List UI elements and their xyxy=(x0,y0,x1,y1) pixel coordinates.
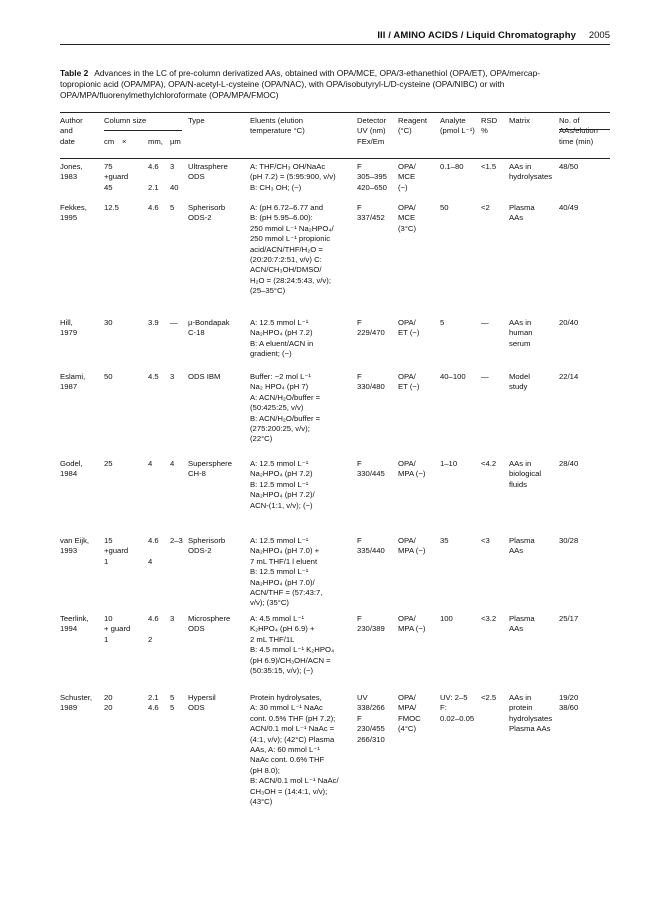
cell-author: 1989 xyxy=(60,703,78,713)
cell-eluents: cont. 0.5% THF (pH 7.2); xyxy=(250,713,336,723)
cell-no: 20/40 xyxy=(559,318,579,327)
header-no-of-aas: No. of xyxy=(559,116,580,125)
header-column-size: Column size xyxy=(104,116,147,125)
header-detector: UV (nm) xyxy=(357,126,386,136)
cell-type: Spherisorb xyxy=(188,203,226,212)
header-cm: cm xyxy=(104,136,115,146)
cell-author: Jones, xyxy=(60,162,83,171)
cell-matrix: Plasma xyxy=(509,614,535,623)
cell-um: 5 xyxy=(170,693,175,702)
cell-matrix: AAs in xyxy=(509,459,532,468)
cell-detector: F xyxy=(357,713,362,723)
cell-detector: 230/389 xyxy=(357,624,385,634)
cell-eluents: gradient; (−) xyxy=(250,349,292,359)
cell-rsd: <1.5 xyxy=(481,162,497,171)
cell-matrix: AAs xyxy=(509,546,524,556)
cell-cm: +guard xyxy=(104,546,129,556)
cell-eluents: Na₂HPO₄ (pH 7.2) xyxy=(250,328,313,338)
cell-mm: 2.1 xyxy=(148,693,159,702)
cell-eluents: B: A eluent/ACN in xyxy=(250,338,314,348)
cell-matrix: Model xyxy=(509,372,530,381)
cell-mm: 4.6 xyxy=(148,614,159,623)
cell-eluents: acid/ACN/THF/H₂O = xyxy=(250,244,323,254)
cell-matrix: AAs xyxy=(509,624,524,634)
cell-analyte: 0.1–80 xyxy=(440,162,464,171)
cell-rsd: <3 xyxy=(481,536,490,545)
cell-eluents: Buffer: ~2 mol L⁻¹ xyxy=(250,372,311,381)
cell-type: CH-8 xyxy=(188,469,206,479)
cell-detector: F xyxy=(357,372,362,381)
header-times: × xyxy=(122,136,127,146)
cell-author: van Eijk, xyxy=(60,536,90,545)
cell-cm: 15 xyxy=(104,536,113,545)
cell-author: Schuster, xyxy=(60,693,93,702)
cell-cm: + guard xyxy=(104,624,131,634)
cell-author: 1995 xyxy=(60,213,78,223)
cell-reagent: ET (−) xyxy=(398,382,420,392)
cell-eluents: ACN/0.1 mol L⁻¹ NaAc = xyxy=(250,724,335,734)
cell-eluents: B: (pH 5.95–6.00): xyxy=(250,213,313,223)
cell-no: 19/20 xyxy=(559,693,579,702)
cell-reagent: (4°C) xyxy=(398,724,417,734)
cell-type: Microsphere xyxy=(188,614,231,623)
cell-eluents: A: 30 mmol L⁻¹ NaAc xyxy=(250,703,323,713)
cell-eluents: (50:35:15, v/v); (−) xyxy=(250,666,314,675)
header-no-of-aas: time (min) xyxy=(559,136,594,146)
cell-matrix: Plasma xyxy=(509,536,535,545)
cell-mm: 4 xyxy=(148,459,153,468)
cell-eluents: v/v); (35°C) xyxy=(250,598,289,608)
cell-matrix: AAs in xyxy=(509,162,532,171)
cell-cm: 75 xyxy=(104,162,113,171)
cell-eluents: A: ACN/H₂O/buffer = xyxy=(250,392,321,402)
header-mm: mm, xyxy=(148,136,163,146)
cell-mm: 4.6 xyxy=(148,536,159,545)
cell-no: 40/49 xyxy=(559,203,579,212)
cell-analyte: 0.02–0.05 xyxy=(440,713,475,723)
cell-type: Ultrasphere xyxy=(188,162,228,171)
cell-type: ODS-2 xyxy=(188,546,212,556)
cell-mm: 3.9 xyxy=(148,318,159,327)
cell-author: 1983 xyxy=(60,172,78,182)
cell-matrix: AAs in xyxy=(509,693,532,702)
cell-eluents: A: THF/CH₃ OH/NaAc xyxy=(250,162,326,171)
cell-eluents: Na₂HPO₄ (pH 7.2)/ xyxy=(250,490,315,500)
cell-detector: 330/445 xyxy=(357,469,385,479)
cell-eluents: NaAc cont. 0.6% THF xyxy=(250,755,325,765)
cell-detector: 337/452 xyxy=(357,213,385,223)
cell-reagent: OPA/ xyxy=(398,203,416,212)
cell-eluents: Na₂HPO₄ (pH 7.0)/ xyxy=(250,577,315,587)
cell-eluents: (25–35°C) xyxy=(250,286,286,296)
cell-eluents: 7 mL THF/1 l eluent xyxy=(250,556,318,566)
cell-author: Teerlink, xyxy=(60,614,89,623)
caption-line-2: topropionic acid (OPA/MPA), OPA/N-acetyl-L-cysteine (OPA/NAC), with OPA/isobutyryl-L/D-cysteine (OPA/NIBC) or with xyxy=(60,79,505,90)
cell-matrix: Plasma AAs xyxy=(509,724,551,734)
cell-matrix: serum xyxy=(509,338,531,348)
cell-type: ODS xyxy=(188,172,205,182)
header-analyte: Analyte xyxy=(440,116,466,125)
header-eluents: Eluents (elution xyxy=(250,116,303,125)
cell-eluents: Na₂HPO₄ (pH 7.2) xyxy=(250,469,313,479)
cell-reagent: OPA/ xyxy=(398,318,416,327)
cell-eluents: 250 mmol L⁻¹ Na₂HPO₄/ xyxy=(250,223,334,233)
caption-line-3: OPA/MPA/fluorenylmethylchloroformate (OPA/MPA/FMOC) xyxy=(60,90,279,101)
cell-no: 30/28 xyxy=(559,536,579,545)
page-number: 2005 xyxy=(588,30,610,41)
cell-matrix: hydrolysates xyxy=(509,713,553,723)
cell-analyte: UV: 2–5 xyxy=(440,693,468,702)
cell-no: 48/50 xyxy=(559,162,579,171)
cell-mm: 2 xyxy=(148,634,153,644)
cell-analyte: 35 xyxy=(440,536,449,545)
cell-cm: 20 xyxy=(104,703,113,713)
cell-reagent: MCE xyxy=(398,172,416,182)
cell-author: 1984 xyxy=(60,469,78,479)
cell-analyte: 50 xyxy=(440,203,449,212)
header-author: date xyxy=(60,136,75,146)
table-caption xyxy=(60,68,610,102)
cell-reagent: OPA/ xyxy=(398,693,416,702)
cell-um: 3 xyxy=(170,614,175,623)
cell-detector: 305–395 xyxy=(357,172,387,182)
cell-matrix: biological xyxy=(509,469,542,479)
header-reagent: Reagent xyxy=(398,116,428,125)
header-detector: FEx/Em xyxy=(357,136,385,146)
cell-reagent: (−) xyxy=(398,182,408,192)
cell-eluents: A: 12.5 mmol L⁻¹ xyxy=(250,318,309,327)
cell-author: 1994 xyxy=(60,624,78,634)
cell-reagent: OPA/ xyxy=(398,536,416,545)
cell-eluents: CH₃OH = (14:4:1, v/v); xyxy=(250,786,328,796)
cell-um: 5 xyxy=(170,203,175,212)
cell-um: 5 xyxy=(170,703,175,713)
cell-cm: 30 xyxy=(104,318,113,327)
cell-um: 40 xyxy=(170,182,179,192)
cell-eluents: K₂HPO₄ (pH 6.9) + xyxy=(250,624,315,634)
cell-author: 1979 xyxy=(60,328,78,338)
cell-type: µ-Bondapak xyxy=(188,318,230,327)
cell-type: ODS-2 xyxy=(188,213,212,223)
cell-um: 2–3 xyxy=(170,536,183,545)
cell-author: Fekkes, xyxy=(60,203,87,212)
cell-type: Supersphere xyxy=(188,459,233,468)
header-type: Type xyxy=(188,116,205,125)
cell-eluents: ACN/THF = (57:43:7, xyxy=(250,588,323,597)
cell-eluents: 250 mmol L⁻¹ propionic xyxy=(250,234,331,244)
cell-analyte: 5 xyxy=(440,318,445,327)
cell-no: 38/60 xyxy=(559,703,579,713)
cell-type: Hypersil xyxy=(188,693,216,702)
cell-eluents: (275:200:25, v/v); xyxy=(250,424,310,433)
cell-eluents: A: 12.5 mmol L⁻¹ xyxy=(250,536,309,545)
cell-eluents: (pH 6.9)/CH₃OH/ACN = xyxy=(250,655,331,665)
cell-eluents: Na₂HPO₄ (pH 7.0) + xyxy=(250,546,320,556)
cell-eluents: B: ACN/H₂O/buffer = xyxy=(250,413,321,423)
cell-eluents: B: 12.5 mmol L⁻¹ xyxy=(250,567,309,577)
cell-detector: F xyxy=(357,318,362,327)
cell-reagent: ET (−) xyxy=(398,328,420,338)
cell-eluents: Na₂ HPO₄ (pH 7) xyxy=(250,382,309,392)
cell-mm: 4.5 xyxy=(148,372,159,381)
cell-mm: 4.6 xyxy=(148,162,159,171)
cell-analyte: 1–10 xyxy=(440,459,458,468)
cell-detector: 266/310 xyxy=(357,734,385,744)
header-author: Author xyxy=(60,116,83,125)
column-size-rule xyxy=(104,130,182,131)
cell-um: 4 xyxy=(170,459,175,468)
cell-eluents: AAs, A: 60 mmol L⁻¹ xyxy=(250,745,320,754)
cell-analyte: 40–100 xyxy=(440,372,466,381)
cell-detector: 229/470 xyxy=(357,328,385,338)
cell-type: Spherisorb xyxy=(188,536,226,545)
running-title: III / AMINO ACIDS / Liquid Chromatography xyxy=(377,30,576,41)
cell-reagent: MCE xyxy=(398,213,416,223)
cell-eluents: H₂O = (28:24:5:43, v/v); xyxy=(250,275,331,285)
cell-reagent: (3°C) xyxy=(398,223,417,233)
cell-eluents: B: CH₃ OH; (−) xyxy=(250,182,302,192)
header-no-of-aas: AAs/elution xyxy=(559,126,598,136)
cell-reagent: FMOC xyxy=(398,713,421,723)
cell-cm: 12.5 xyxy=(104,203,119,212)
cell-mm: 4.6 xyxy=(148,203,159,212)
cell-reagent: MPA/ xyxy=(398,703,417,713)
cell-eluents: (20:20:7:2:51, v/v) C: xyxy=(250,255,322,264)
cell-mm: 4 xyxy=(148,556,153,566)
cell-um: — xyxy=(170,318,178,327)
cell-matrix: fluids xyxy=(509,479,527,489)
cell-cm: 1 xyxy=(104,634,109,644)
header-analyte: (pmol L⁻¹) xyxy=(440,126,475,136)
cell-rsd: — xyxy=(481,318,489,327)
header-rule xyxy=(60,44,610,45)
cell-um: 3 xyxy=(170,372,175,381)
cell-reagent: OPA/ xyxy=(398,162,416,171)
cell-analyte: F: xyxy=(440,703,447,713)
cell-detector: 335/440 xyxy=(357,546,385,556)
header-rsd: % xyxy=(481,126,488,136)
cell-cm: +guard xyxy=(104,172,129,182)
header-eluents: temperature °C) xyxy=(250,126,305,136)
cell-detector: UV xyxy=(357,693,368,702)
cell-cm: 45 xyxy=(104,182,113,192)
cell-eluents: B: 4.5 mmol L⁻¹ K₂HPO₄ xyxy=(250,645,335,655)
cell-matrix: human xyxy=(509,328,533,338)
cell-eluents: (4:1, v/v); (42°C) Plasma xyxy=(250,734,335,744)
cell-detector: F xyxy=(357,203,362,212)
cell-cm: 25 xyxy=(104,459,113,468)
cell-reagent: OPA/ xyxy=(398,372,416,381)
cell-eluents: (50:425:25, v/v) xyxy=(250,403,304,413)
cell-rsd: <2 xyxy=(481,203,490,212)
cell-eluents: Protein hydrolysates, xyxy=(250,693,322,702)
cell-eluents: A: 12.5 mmol L⁻¹ xyxy=(250,459,309,468)
cell-eluents: (pH 7.2) = (5:95:900, v/v) xyxy=(250,172,336,182)
cell-type: ODS xyxy=(188,703,205,713)
header-rsd: RSD xyxy=(481,116,498,125)
cell-reagent: OPA/ xyxy=(398,459,416,468)
table-label: Table 2 xyxy=(60,68,89,78)
cell-matrix: study xyxy=(509,382,528,392)
header-author: and xyxy=(60,126,73,136)
cell-eluents: A: (pH 6.72–6.77 and xyxy=(250,203,324,212)
cell-analyte: 100 xyxy=(440,614,453,623)
cell-detector: F xyxy=(357,536,362,545)
header-detector: Detector xyxy=(357,116,387,125)
cell-no: 28/40 xyxy=(559,459,579,468)
cell-detector: 338/266 xyxy=(357,703,385,713)
header-reagent: (°C) xyxy=(398,126,412,136)
cell-cm: 50 xyxy=(104,372,113,381)
cell-no: 22/14 xyxy=(559,372,579,381)
cell-author: Hill, xyxy=(60,318,73,327)
cell-eluents: (22°C) xyxy=(250,434,273,444)
cell-author: Eslami, xyxy=(60,372,86,381)
cell-rsd: <3.2 xyxy=(481,614,497,623)
cell-cm: 1 xyxy=(104,556,109,566)
caption-line-1: Advances in the LC of pre-column derivatized AAs, obtained with OPA/MCE, OPA/3-ethanethiol (OPA/ET), OPA/mercap- xyxy=(94,68,541,78)
header-matrix: Matrix xyxy=(509,116,530,125)
cell-matrix: Plasma xyxy=(509,203,535,212)
cell-reagent: MPA (−) xyxy=(398,624,426,634)
cell-reagent: OPA/ xyxy=(398,614,416,623)
header-um: µm xyxy=(170,136,181,146)
cell-author: 1987 xyxy=(60,382,78,392)
cell-type: ODS xyxy=(188,624,205,634)
cell-reagent: MPA (−) xyxy=(398,546,426,556)
cell-um: 3 xyxy=(170,162,175,171)
cell-matrix: AAs xyxy=(509,213,524,223)
cell-detector: F xyxy=(357,162,362,171)
cell-eluents: (43°C) xyxy=(250,797,273,806)
cell-detector: 330/480 xyxy=(357,382,385,392)
cell-eluents: B: 12.5 mmol L⁻¹ xyxy=(250,479,309,489)
cell-author: 1993 xyxy=(60,546,78,556)
cell-eluents: B: ACN/0.1 mol L⁻¹ NaAc/ xyxy=(250,776,339,786)
cell-matrix: hydrolysates xyxy=(509,172,553,182)
no-of-aas-rule xyxy=(559,129,610,130)
table-top-rule xyxy=(60,112,610,113)
cell-cm: 20 xyxy=(104,693,113,702)
cell-eluents: ACN/CH₃OH/DMSO/ xyxy=(250,265,322,275)
cell-matrix: protein xyxy=(509,703,533,713)
cell-detector: F xyxy=(357,459,362,468)
cell-eluents: ACN-(1:1, v/v); (−) xyxy=(250,500,313,510)
cell-matrix: AAs in xyxy=(509,318,532,327)
table-header-rule xyxy=(60,158,610,159)
cell-no: 25/17 xyxy=(559,614,579,623)
cell-cm: 10 xyxy=(104,614,113,623)
cell-mm: 2.1 xyxy=(148,182,159,192)
cell-type: C-18 xyxy=(188,328,205,338)
cell-author: Godel, xyxy=(60,459,83,468)
cell-eluents: A: 4.5 mmol L⁻¹ xyxy=(250,614,305,623)
cell-rsd: — xyxy=(481,372,489,381)
cell-reagent: MPA (−) xyxy=(398,469,426,479)
cell-detector: 230/455 xyxy=(357,724,385,734)
cell-rsd: <2.5 xyxy=(481,693,497,702)
cell-type: ODS IBM xyxy=(188,372,221,381)
cell-detector: 420–650 xyxy=(357,182,387,192)
cell-mm: 4.6 xyxy=(148,703,159,713)
cell-rsd: <4.2 xyxy=(481,459,497,468)
cell-eluents: 2 mL THF/1L xyxy=(250,634,295,644)
cell-eluents: (pH 8.0); xyxy=(250,765,280,775)
cell-detector: F xyxy=(357,614,362,623)
